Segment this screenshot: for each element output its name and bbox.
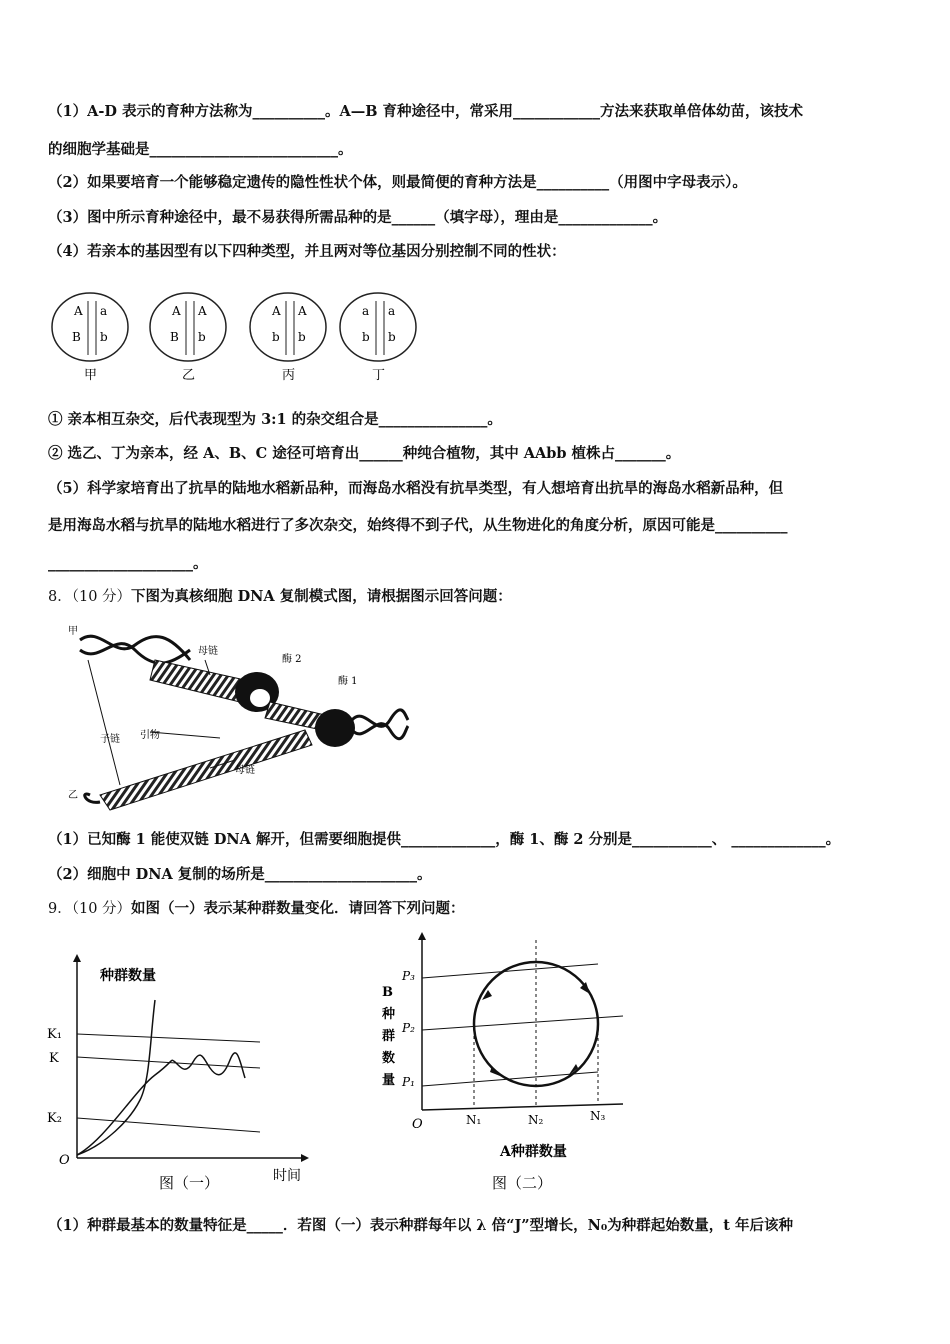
- fig2-n3: N₃: [590, 1109, 606, 1123]
- fig2-p1: P₁: [402, 1075, 415, 1089]
- q9-score: （10 分）: [71, 901, 132, 917]
- cell-jia-label: 甲: [84, 368, 98, 383]
- dna-label-enzyme1: 酶 1: [338, 676, 358, 687]
- enzyme-1-shape: [315, 709, 355, 747]
- cell-yi-a2: A: [198, 304, 207, 318]
- cell-yi: [150, 293, 226, 383]
- cell-ding-label: 丁: [372, 368, 386, 383]
- q9-heading: [48, 899, 465, 919]
- q7-sub1: ① 亲本相互杂交，后代表现型为 3:1 的杂交组合是_______________。: [48, 411, 502, 428]
- fig2-ylabel-4: 量: [382, 1073, 396, 1088]
- fig1-ylabel: 种群数量: [100, 968, 156, 984]
- cell-jia: [52, 293, 128, 383]
- q8-heading: [48, 587, 512, 607]
- q7-part3: （3）图中所示育种途径中，最不易获得所需品种的是______（填字母），理由是_____________。: [48, 209, 668, 226]
- q7-part1-line1: （1）A-D 表示的育种方法称为__________。A—B 育种途径中，常采用____________方法来获取单倍体幼苗，该技术: [48, 103, 804, 120]
- cell-ding-a1: a: [362, 304, 370, 318]
- fig2-ylabel-0: B: [382, 985, 393, 1000]
- q7-part5-line3: ____________________。: [48, 555, 208, 572]
- cell-jia-a1: A: [74, 304, 83, 318]
- q8-score: （10 分）: [71, 589, 132, 605]
- fig2-ylabel-3: 数: [382, 1051, 396, 1066]
- fig1-caption: 图（一）: [159, 1174, 220, 1192]
- fig2-ylabel-2: 群: [382, 1029, 396, 1044]
- fig2-p2: P₂: [402, 1021, 415, 1035]
- dna-label-zilian: 子链: [100, 734, 120, 745]
- cell-bing-b1: b: [272, 330, 280, 344]
- fig2-xlabel: A种群数量: [500, 1144, 567, 1160]
- cell-bing-b2: b: [298, 330, 306, 344]
- cell-yi-b1: B: [170, 330, 179, 344]
- cell-bing-a1: A: [272, 304, 281, 318]
- q7-part5-line2: 是用海岛水稻与抗旱的陆地水稻进行了多次杂交，始终得不到子代，从生物进化的角度分析，原因可能是__________: [48, 517, 788, 534]
- fig1-k2: K₂: [47, 1111, 62, 1126]
- fig2-caption: 图（二）: [492, 1174, 553, 1192]
- q7-part2: （2）如果要培育一个能够稳定遗传的隐性性状个体，则最简便的育种方法是__________（用图中字母表示）。: [48, 174, 747, 191]
- cell-ding: [340, 293, 416, 383]
- cell-bing: [250, 293, 326, 383]
- cell-yi-label: 乙: [182, 368, 196, 383]
- dna-label-mulian-top: 母链: [198, 646, 218, 657]
- q8-part2: （2）细胞中 DNA 复制的场所是_____________________。: [48, 866, 432, 883]
- q7-part4: （4）若亲本的基因型有以下四种类型，并且两对等位基因分别控制不同的性状：: [48, 243, 566, 260]
- fig2-origin: O: [412, 1117, 423, 1132]
- fig1-origin: O: [59, 1153, 70, 1168]
- q8-stem: 下图为真核细胞 DNA 复制模式图，请根据图示回答问题：: [131, 588, 512, 605]
- q9-number: 9．: [48, 901, 72, 917]
- q8-number: 8．: [48, 589, 72, 605]
- cell-jia-a2: a: [100, 304, 108, 318]
- cell-ding-a2: a: [388, 304, 396, 318]
- cell-yi-a1: A: [172, 304, 181, 318]
- q7-part5-line1: （5）科学家培育出了抗旱的陆地水稻新品种，而海岛水稻没有抗旱类型，有人想培育出抗旱的海岛水稻新品种，但: [48, 480, 784, 497]
- fig2-p3: P₃: [402, 969, 415, 983]
- dna-label-yi: 乙: [68, 790, 78, 801]
- genotype-cells-figure: [48, 282, 428, 387]
- fig2-n1: N₁: [466, 1113, 482, 1127]
- cell-yi-b2: b: [198, 330, 206, 344]
- population-figure-2: [378, 930, 633, 1195]
- dna-label-jia: 甲: [68, 626, 78, 637]
- cell-ding-b2: b: [388, 330, 396, 344]
- fig2-ylabel-1: 种: [382, 1007, 396, 1022]
- dna-label-enzyme2: 酶 2: [282, 654, 302, 665]
- cell-bing-a2: A: [298, 304, 307, 318]
- cell-ding-b1: b: [362, 330, 370, 344]
- fig1-xlabel: 时间: [273, 1168, 301, 1184]
- fig1-k1: K₁: [47, 1027, 62, 1042]
- dna-label-mulian-bottom: 母链: [235, 765, 255, 776]
- q7-sub2: ② 选乙、丁为亲本，经 A、B、C 途径可培育出______种纯合植物，其中 AAbb 植株占_______。: [48, 445, 681, 462]
- q7-part1-line2: 的细胞学基础是__________________________。: [48, 141, 353, 158]
- fig1-k: K: [49, 1051, 59, 1066]
- fig2-n2: N₂: [528, 1113, 544, 1127]
- cell-jia-b1: B: [72, 330, 81, 344]
- q9-stem: 如图（一）表示某种群数量变化．请回答下列问题：: [131, 900, 465, 917]
- population-figure-1: [45, 950, 315, 1195]
- q9-part1: （1）种群最基本的数量特征是_____．若图（一）表示种群每年以 λ 倍“J”型增长，N₀为种群起始数量，t 年后该种: [48, 1217, 793, 1234]
- cell-bing-label: 丙: [282, 368, 296, 383]
- q8-part1: （1）已知酶 1 能使双链 DNA 解开，但需要细胞提供_____________，酶 1、酶 2 分别是___________、 _____________。: [48, 831, 841, 848]
- dna-replication-figure: [60, 620, 410, 812]
- dna-label-yinwu: 引物: [140, 730, 160, 741]
- cell-jia-b2: b: [100, 330, 108, 344]
